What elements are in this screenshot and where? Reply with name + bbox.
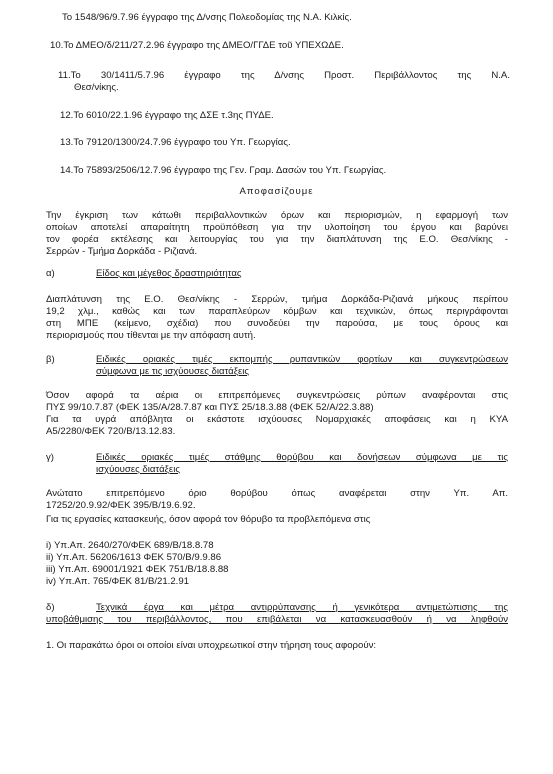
section-a-title: Είδος και μέγεθος δραστηριότητας	[96, 268, 242, 279]
regulation-item-4: iv) Υπ.Απ. 765/ΦΕΚ 81/Β/21.2.91	[46, 576, 190, 587]
section-c-label: γ)	[46, 452, 54, 463]
section-c-title-1: Ειδικές οριακές τιμές στάθμης θορύβου και δονήσεων σύμφωνα με τις	[96, 452, 508, 463]
section-c-title-2: ισχύουσες διατάξεις	[96, 464, 180, 475]
ref-item-9: Το 1548/96/9.7.96 έγγραφο της Δ/νσης Πολεοδομίας της Ν.Α. Κιλκίς.	[62, 12, 352, 23]
decision-heading: Αποφασίζουμε	[239, 186, 314, 197]
intro-line-1: Την έγκριση των κάτωθι περιβαλλοντικών όρων και περιορισμών, η εφαρμογή των	[46, 210, 508, 221]
section-a-line-4: περιορισμούς που τίθενται με την απόφαση αυτή.	[46, 330, 256, 341]
section-b-line-3: Για τα υγρά απόβλητα οι εκάστοτε ισχύουσες Νομαρχιακές αποφάσεις και η ΚΥΑ	[46, 414, 508, 425]
section-a-label: α)	[46, 268, 55, 279]
section-a-line-1: Διαπλάτυνση της Ε.Ο. Θεσ/νίκης - Σερρών, τμήμα Δορκάδα-Ριζιανά μήκους περίπου	[46, 294, 508, 305]
section-b-title-1: Ειδικές οριακές τιμές εκπομπής ρυπαντικών φορτίων και συγκεντρώσεων	[96, 354, 508, 365]
ref-item-13: 13.Το 79120/1300/24.7.96 έγγραφο του Υπ. Γεωργίας.	[60, 137, 291, 148]
section-b-label: β)	[46, 354, 55, 365]
section-d-item-1: 1. Οι παρακάτω όροι οι οποίοι είναι υποχρεωτικοί στην τήρηση τους αφορούν:	[46, 640, 377, 651]
regulation-item-2: ii) Υπ.Απ. 56206/1613 ΦΕΚ 570/Β/9.9.86	[46, 552, 222, 563]
section-d-title-1: Τεχνικά έργα και μέτρα αντιρρύπανσης ή γενικότερα αντιμετώπισης της	[96, 602, 508, 613]
regulation-item-1: i) Υπ.Απ. 2640/270/ΦΕΚ 689/Β/18.8.78	[46, 540, 214, 551]
ref-item-14: 14.Το 75893/2506/12.7.96 έγγραφο της Γεν. Γραμ. Δασών του Υπ. Γεωργίας.	[60, 165, 387, 176]
section-d-label: δ)	[46, 602, 55, 613]
regulation-item-3: iii) Υπ.Απ. 69001/1921 ΦΕΚ 751/Β/18.8.88	[46, 564, 229, 575]
section-b-title-2: σύμφωνα με τις ισχύουσες διατάξεις	[96, 366, 250, 377]
section-c-line-3: Για τις εργασίες κατασκευής, όσον αφορά τον θόρυβο τα προβλεπόμενα στις	[46, 514, 371, 525]
section-b-line-4: Α5/2280/ΦΕΚ 720/Β/13.12.83.	[46, 426, 176, 437]
section-d-title-2: υποβάθμισης του περιβάλλοντος, που επιβάλεται να κατασκευασθούν ή να ληφθούν	[46, 614, 508, 625]
section-b-line-2: ΠΥΣ 99/10.7.87 (ΦΕΚ 135/Α/28.7.87 και ΠΥΣ 25/18.3.88 (ΦΕΚ 52/Α/22.3.88)	[46, 402, 374, 413]
ref-item-11: 11.Το 30/1411/5.7.96 έγγραφο της Δ/νσης Προστ. Περιβάλλοντος της Ν.Α.	[58, 70, 510, 81]
section-c-line-1: Ανώτατο επιτρεπόμενο όριο θορύβου όπως αναφέρεται στην Υπ. Απ.	[46, 488, 508, 499]
intro-line-2: οποίων αποτελεί απαραίτητη προϋπόθεση για την υλοποίηση του έργου και βαρύνει	[46, 222, 508, 233]
section-a-line-3: στη ΜΠΕ (κείμενο, σχέδια) που συνοδεύει την παρούσα, με τους όρους και	[46, 318, 508, 329]
intro-line-3: τον φορέα εκτέλεσης και λειτουργίας του για την διαπλάτυνση της Ε.Ο. Θεσ/νίκης -	[46, 234, 508, 245]
ref-item-10: 10.Το ΔΜΕΟ/δ/211/27.2.96 έγγραφο της ΔΜΕΟ/ΓΓΔΕ τοῦ ΥΠΕΧΩΔΕ.	[50, 40, 344, 51]
ref-item-12: 12.Το 6010/22.1.96 έγγραφο της ΔΣΕ τ.3ης ΠΥΔΕ.	[60, 110, 274, 121]
intro-line-4: Σερρών - Τμήμα Δορκάδα - Ριζιανά.	[46, 246, 198, 257]
section-a-line-2: 19,2 χλμ., καθώς και των παραπλεύρων κόμβων και τεχνικών, όπως περιγράφονται	[46, 306, 508, 317]
section-c-line-2: 17252/20.9.92/ΦΕΚ 395/Β/19.6.92.	[46, 500, 196, 511]
ref-item-11-cont: Θεσ/νίκης.	[74, 82, 119, 93]
section-b-line-1: Όσον αφορά τα αέρια οι επιτρεπόμενες συγκεντρώσεις ρύπων αναφέρονται στις	[46, 390, 508, 401]
